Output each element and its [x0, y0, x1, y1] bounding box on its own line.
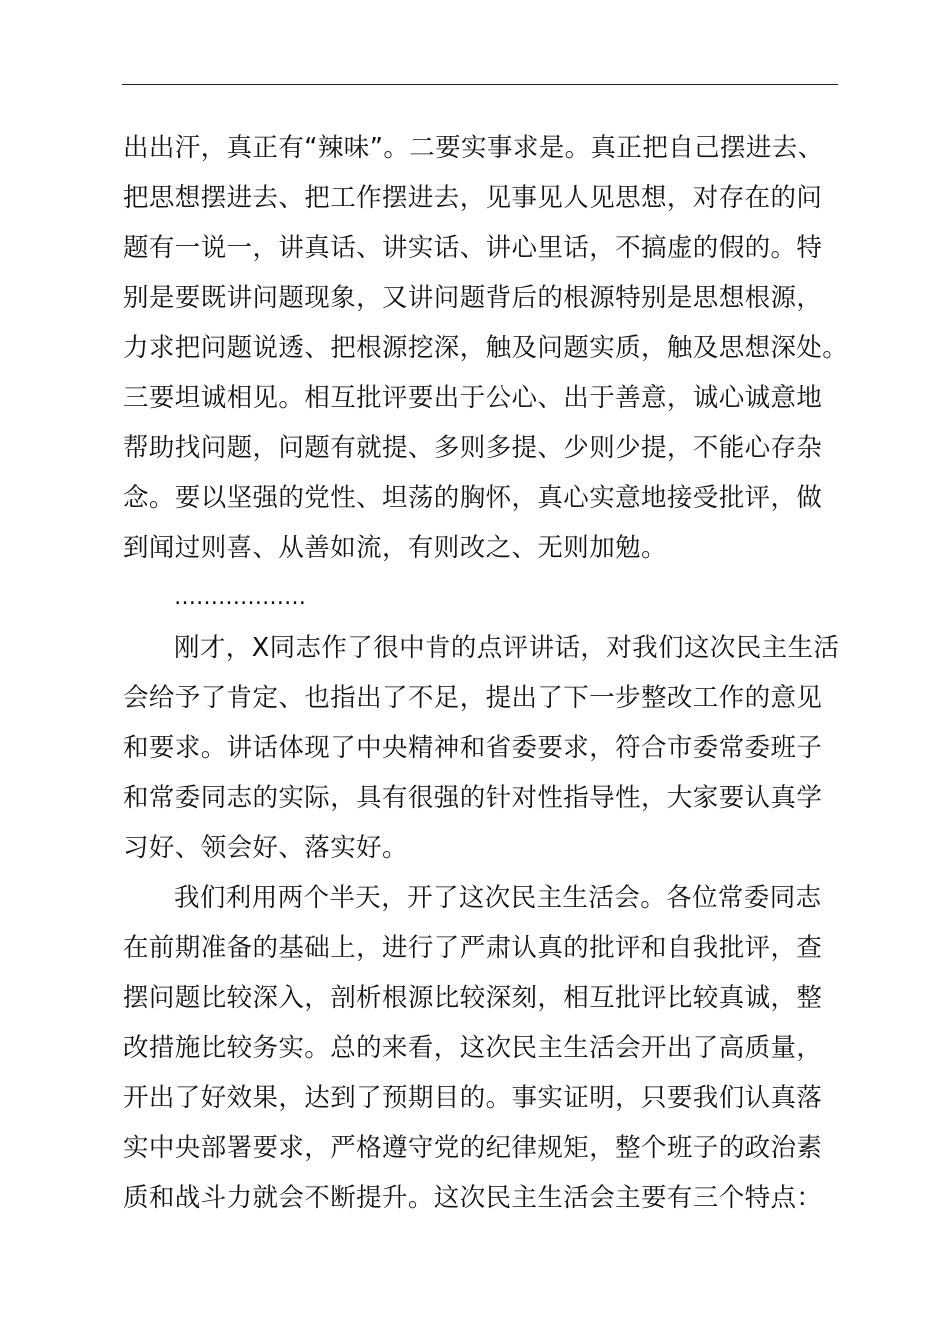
text-line: 帮助找问题，问题有就提、多则多提、少则少提，不能心存杂 [123, 433, 823, 463]
text-line: 题有一说一，讲真话、讲实话、讲心里话，不搞虚的假的。特 [123, 233, 823, 263]
paragraph-start-line: 我们利用两个半天，开了这次民主生活会。各位常委同志 [174, 883, 822, 913]
text-line: 摆问题比较深入，剖析根源比较深刻，相互批评比较真诚，整 [123, 983, 823, 1013]
text-line: 和要求。讲话体现了中央精神和省委要求，符合市委常委班子 [123, 733, 823, 763]
text-line: 力求把问题说透、把根源挖深，触及问题实质，触及思想深处。 [123, 333, 849, 363]
text-line: 开出了好效果，达到了预期目的。事实证明，只要我们认真落 [123, 1083, 823, 1113]
paragraph-start-line: 刚才，X同志作了很中肯的点评讲话，对我们这次民主生活 [174, 633, 840, 663]
text-line: 会给予了肯定、也指出了不足，提出了下一步整改工作的意见 [123, 683, 823, 713]
text-line: 和常委同志的实际，具有很强的针对性指导性，大家要认真学 [123, 783, 823, 813]
text-line: 三要坦诚相见。相互批评要出于公心、出于善意，诚心诚意地 [123, 383, 823, 413]
text-line: 质和战斗力就会不断提升。这次民主生活会主要有三个特点： [123, 1183, 823, 1213]
header-rule [122, 84, 838, 85]
text-line: 实中央部署要求，严格遵守党的纪律规矩，整个班子的政治素 [123, 1133, 823, 1163]
text-line: 出出汗，真正有“辣味”。二要实事求是。真正把自己摆进去、 [123, 133, 824, 163]
text-line: 在前期准备的基础上，进行了严肃认真的批评和自我批评，查 [123, 933, 823, 963]
text-line: 到闻过则喜、从善如流，有则改之、无则加勉。 [123, 533, 667, 563]
text-line: 改措施比较务实。总的来看，这次民主生活会开出了高质量， [123, 1033, 823, 1063]
ellipsis-separator: ……………… [174, 585, 306, 610]
text-line: 念。要以坚强的党性、坦荡的胸怀，真心实意地接受批评，做 [123, 483, 823, 513]
text-line: 别是要既讲问题现象，又讲问题背后的根源特别是思想根源， [123, 283, 823, 313]
document-body [123, 123, 849, 1223]
text-line: 把思想摆进去、把工作摆进去，见事见人见思想，对存在的问 [123, 183, 823, 213]
text-line: 习好、领会好、落实好。 [123, 833, 408, 863]
